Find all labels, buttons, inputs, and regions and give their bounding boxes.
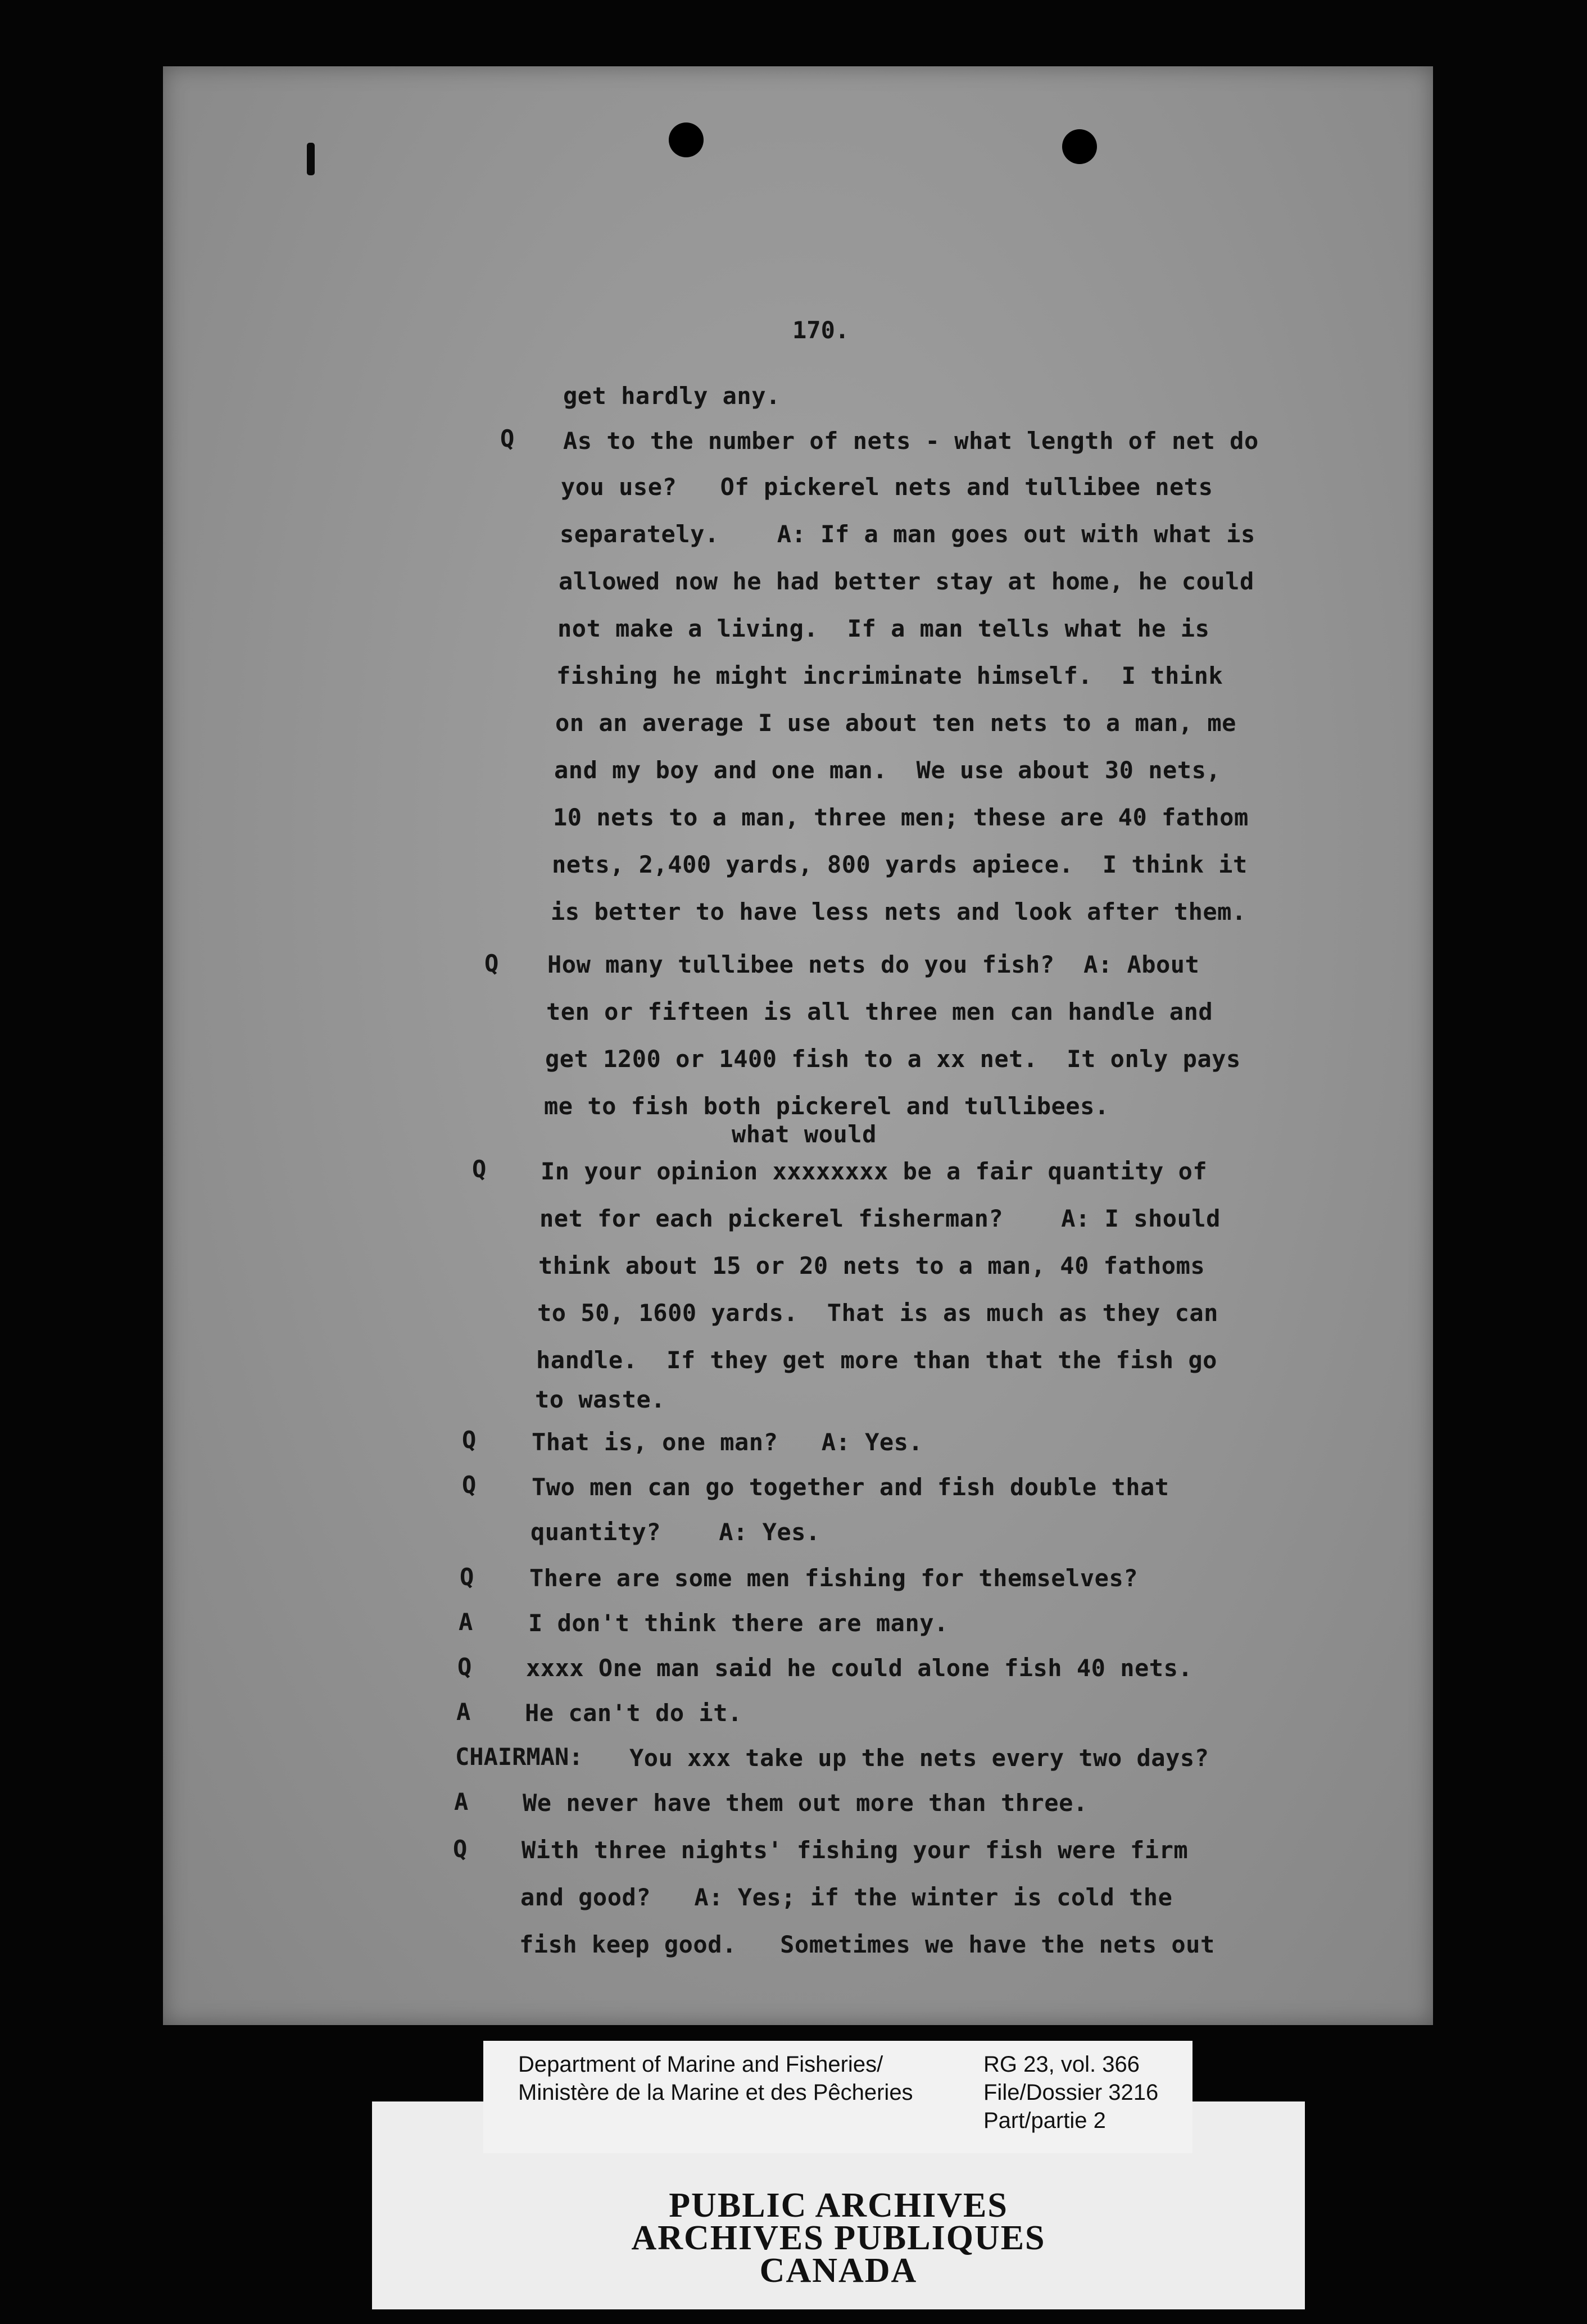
speaker-q: Q xyxy=(460,1563,474,1591)
speaker-q: Q xyxy=(484,950,499,977)
department-french: Ministère de la Marine et des Pêcheries xyxy=(518,2080,913,2105)
margin-mark xyxy=(307,143,315,175)
text-line: That is, one man? A: Yes. xyxy=(532,1428,923,1456)
speaker-q: Q xyxy=(457,1653,472,1681)
text-line: I don't think there are many. xyxy=(528,1609,949,1637)
punch-hole-right xyxy=(1062,129,1097,164)
text-line: fishing he might incriminate himself. I think xyxy=(556,662,1223,689)
text-line: not make a living. If a man tells what he is xyxy=(557,615,1210,642)
text-line: How many tullibee nets do you fish? A: About xyxy=(547,951,1200,978)
handwritten-insertion: what would xyxy=(732,1120,877,1148)
text-line: fish keep good. Sometimes we have the nets out xyxy=(519,1931,1215,1958)
text-line: to waste. xyxy=(535,1386,666,1413)
document-page xyxy=(163,66,1433,2025)
text-line: In your opinion xxxxxxxx be a fair quantity of xyxy=(541,1158,1208,1185)
text-line: and good? A: Yes; if the winter is cold the xyxy=(520,1883,1173,1911)
text-line: is better to have less nets and look after them. xyxy=(551,898,1246,925)
speaker-chairman: CHAIRMAN: xyxy=(455,1743,583,1771)
text-line: xxxx One man said he could alone fish 40 nets. xyxy=(526,1654,1193,1682)
text-line: 10 nets to a man, three men; these are 40 fathom xyxy=(553,804,1249,831)
speaker-a: A xyxy=(456,1698,471,1726)
text-line: quantity? A: Yes. xyxy=(530,1518,820,1546)
speaker-a: A xyxy=(454,1788,469,1815)
text-line: to 50, 1600 yards. That is as much as they can xyxy=(537,1299,1218,1327)
text-line: He can't do it. xyxy=(525,1699,742,1727)
archives-stamp-line1: PUBLIC ARCHIVES xyxy=(669,2186,1008,2225)
text-line: get 1200 or 1400 fish to a xx net. It only pays xyxy=(545,1045,1241,1073)
text-line: Two men can go together and fish double that xyxy=(532,1473,1169,1501)
page-number: 170. xyxy=(792,316,850,344)
speaker-q: Q xyxy=(472,1155,487,1183)
department-english: Department of Marine and Fisheries/ xyxy=(518,2052,883,2077)
text-line: think about 15 or 20 nets to a man, 40 fathoms xyxy=(538,1252,1205,1279)
speaker-q: Q xyxy=(462,1426,477,1454)
part-number: Part/partie 2 xyxy=(983,2108,1106,2133)
text-line: on an average I use about ten nets to a man, me xyxy=(555,709,1236,737)
text-line: ten or fifteen is all three men can handle and xyxy=(546,998,1213,1025)
text-line: net for each pickerel fisherman? A: I should xyxy=(539,1205,1221,1232)
text-line: you use? Of pickerel nets and tullibee nets xyxy=(561,473,1213,501)
text-line: With three nights' fishing your fish were firm xyxy=(522,1836,1189,1864)
text-line: me to fish both pickerel and tullibees. xyxy=(544,1092,1109,1120)
record-group: RG 23, vol. 366 xyxy=(983,2052,1140,2077)
text-line: nets, 2,400 yards, 800 yards apiece. I think it xyxy=(552,851,1248,878)
text-line: As to the number of nets - what length of net do xyxy=(563,427,1259,455)
archive-reference-label xyxy=(483,2041,1192,2153)
speaker-q: Q xyxy=(462,1471,477,1499)
speaker-a: A xyxy=(459,1608,473,1636)
file-number: File/Dossier 3216 xyxy=(983,2080,1159,2105)
text-line: allowed now he had better stay at home, he could xyxy=(559,568,1254,595)
speaker-q: Q xyxy=(500,425,515,452)
text-line: There are some men fishing for themselves? xyxy=(529,1564,1139,1592)
archives-stamp-line2: ARCHIVES PUBLIQUES xyxy=(631,2219,1046,2257)
text-line: You xxx take up the nets every two days? xyxy=(629,1744,1209,1772)
text-line: and my boy and one man. We use about 30 nets, xyxy=(554,756,1221,784)
text-line: handle. If they get more than that the fish go xyxy=(536,1346,1217,1374)
speaker-q: Q xyxy=(453,1835,468,1863)
archives-stamp-line3: CANADA xyxy=(759,2252,918,2290)
text-line: We never have them out more than three. xyxy=(523,1789,1088,1817)
text-line: separately. A: If a man goes out with what is xyxy=(560,520,1255,548)
punch-hole-left xyxy=(669,122,704,157)
text-line: get hardly any. xyxy=(563,382,781,410)
